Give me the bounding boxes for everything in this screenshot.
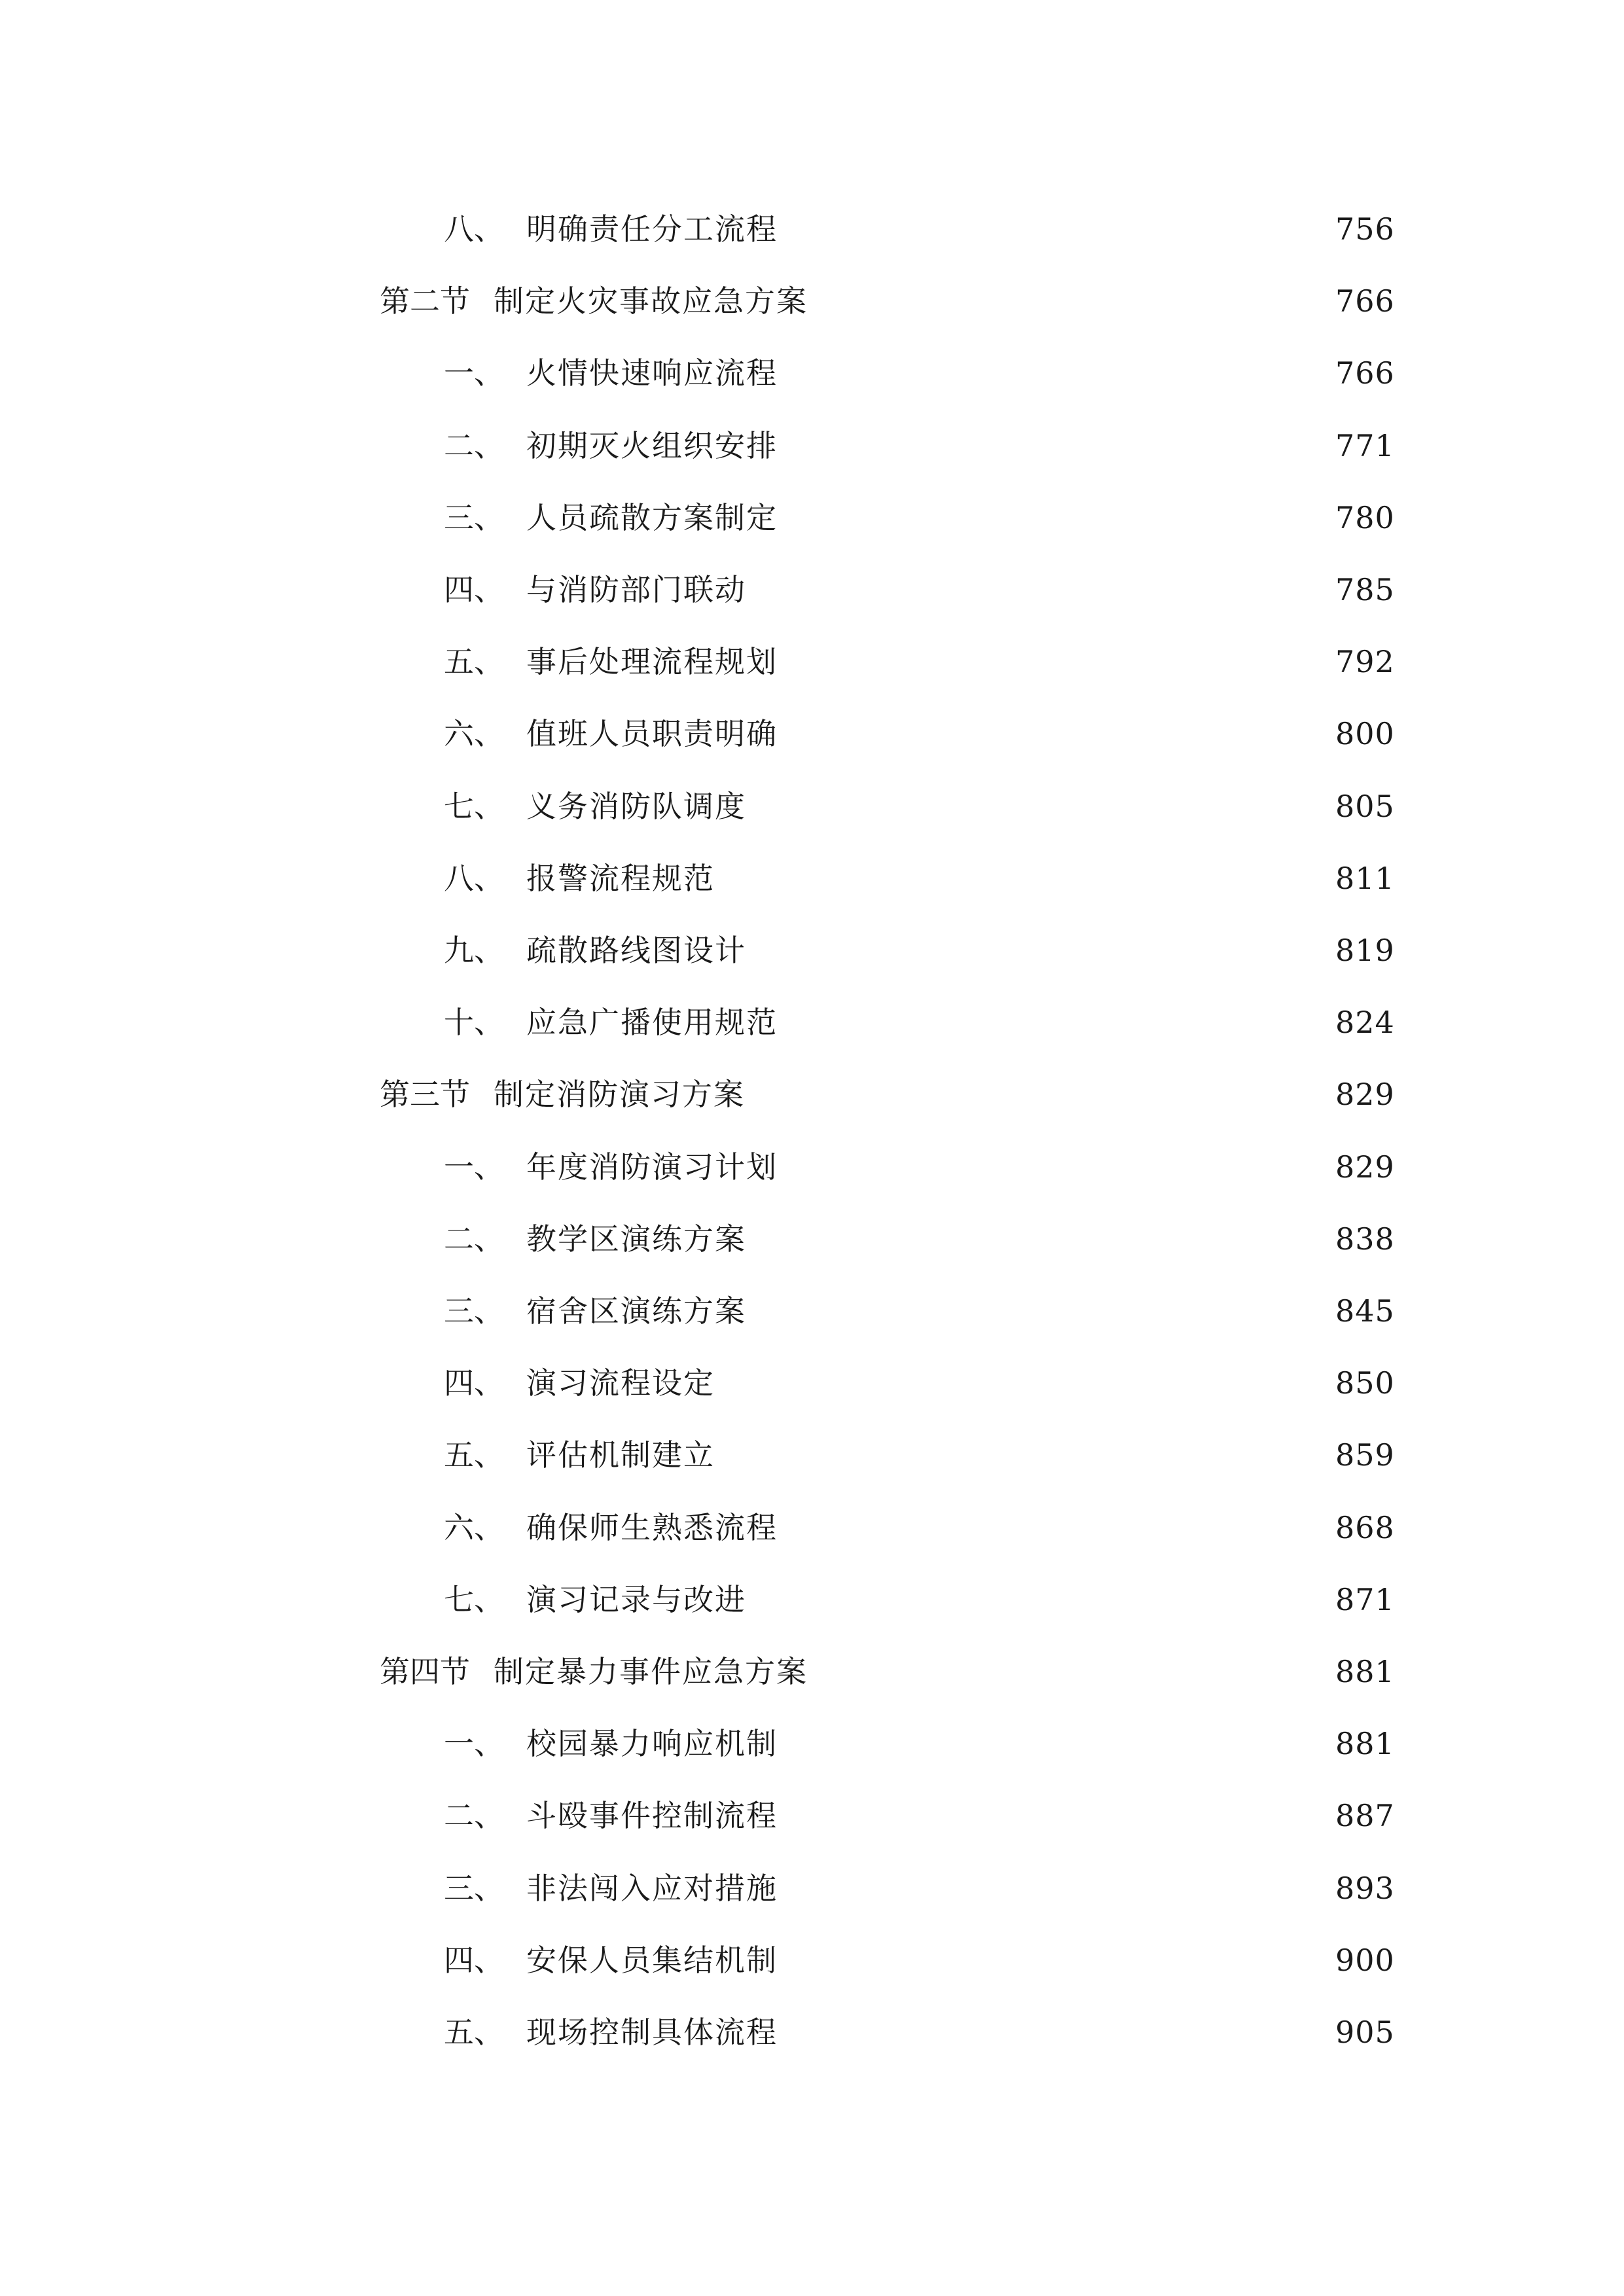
dot-leader xyxy=(784,1498,1327,1557)
toc-entry-title: 评估机制建立 xyxy=(526,1437,715,1473)
toc-entry-row[interactable] xyxy=(444,1426,1395,1484)
toc-entry-number: 七、 xyxy=(444,788,504,824)
dot-leader xyxy=(784,1714,1327,1773)
toc-entry-title: 年度消防演习计划 xyxy=(526,1149,778,1185)
toc-entry-title: 火情快速响应流程 xyxy=(526,355,778,391)
toc-entry-row[interactable] xyxy=(444,1138,1395,1196)
toc-entry-title: 与消防部门联动 xyxy=(526,572,746,607)
toc-entry-number: 八、 xyxy=(444,211,504,247)
toc-page-number: 824 xyxy=(1335,1005,1395,1041)
toc-entry-title: 应急广播使用规范 xyxy=(526,1005,778,1041)
toc-entry-row[interactable] xyxy=(444,1210,1395,1268)
toc-entry-title: 演习流程设定 xyxy=(526,1365,715,1401)
toc-page-number: 819 xyxy=(1335,933,1395,968)
dot-leader xyxy=(721,1354,1327,1412)
toc-page-number: 881 xyxy=(1335,1726,1395,1762)
toc-entry-row[interactable] xyxy=(444,849,1395,908)
toc-page-number: 845 xyxy=(1335,1293,1395,1329)
toc-page-number: 859 xyxy=(1335,1437,1395,1473)
toc-page-number: 887 xyxy=(1335,1798,1395,1834)
toc-page-number: 900 xyxy=(1335,1942,1395,1978)
toc-entry-number: 五、 xyxy=(444,644,504,680)
toc-page-number: 800 xyxy=(1335,716,1395,752)
dot-leader xyxy=(784,2003,1327,2062)
dot-leader xyxy=(721,849,1327,908)
toc-entry-number: 三、 xyxy=(444,1293,504,1329)
toc-entry-title: 明确责任分工流程 xyxy=(526,211,778,247)
toc-entry-number: 九、 xyxy=(444,933,504,968)
dot-leader xyxy=(753,1210,1327,1268)
toc-entry-number: 三、 xyxy=(444,1870,504,1906)
toc-page-number: 756 xyxy=(1335,211,1395,247)
toc-entry-row[interactable] xyxy=(444,1714,1395,1773)
toc-entry-number: 十、 xyxy=(444,1005,504,1041)
toc-entry-number: 二、 xyxy=(444,1221,504,1257)
dot-leader xyxy=(784,993,1327,1052)
toc-entry-row[interactable] xyxy=(444,632,1395,691)
dot-leader xyxy=(753,921,1327,980)
dot-leader xyxy=(784,704,1327,763)
toc-section-row[interactable] xyxy=(380,1642,1395,1701)
toc-page-number: 868 xyxy=(1335,1509,1395,1545)
toc-entry-row[interactable] xyxy=(444,344,1395,403)
dot-leader xyxy=(784,200,1327,259)
toc-entry-number: 四、 xyxy=(444,572,504,607)
dot-leader xyxy=(721,1426,1327,1484)
toc-entry-row[interactable] xyxy=(444,921,1395,980)
toc-page-number: 771 xyxy=(1335,427,1395,463)
dot-leader xyxy=(784,1859,1327,1918)
toc-entry-number: 一、 xyxy=(444,1726,504,1762)
toc-entry-number: 一、 xyxy=(444,355,504,391)
toc-entry-title: 值班人员职责明确 xyxy=(526,716,778,752)
toc-section-row[interactable] xyxy=(380,1065,1395,1124)
toc-entry-row[interactable] xyxy=(444,704,1395,763)
toc-entry-number: 三、 xyxy=(444,499,504,535)
toc-section-row[interactable] xyxy=(380,272,1395,331)
toc-entry-row[interactable] xyxy=(444,1282,1395,1340)
toc-entry-row[interactable] xyxy=(444,2003,1395,2062)
dot-leader xyxy=(784,1931,1327,1990)
toc-entry-title: 初期灭火组织安排 xyxy=(526,427,778,463)
toc-entry-row[interactable] xyxy=(444,993,1395,1052)
toc-entry-row[interactable] xyxy=(444,560,1395,619)
toc-page-number: 829 xyxy=(1335,1077,1395,1113)
toc-entry-number: 六、 xyxy=(444,716,504,752)
toc-entry-number: 六、 xyxy=(444,1509,504,1545)
toc-entry-row[interactable] xyxy=(444,416,1395,475)
toc-entry-number: 八、 xyxy=(444,860,504,896)
toc-entry-number: 一、 xyxy=(444,1149,504,1185)
toc-page-number: 871 xyxy=(1335,1581,1395,1617)
toc-entry-row[interactable] xyxy=(444,1498,1395,1557)
dot-leader xyxy=(784,1786,1327,1845)
toc-page-number: 838 xyxy=(1335,1221,1395,1257)
dot-leader xyxy=(753,560,1327,619)
toc-page-number: 785 xyxy=(1335,572,1395,607)
toc-entry-title: 宿舍区演练方案 xyxy=(526,1293,746,1329)
toc-entry-number: 第四节 xyxy=(380,1654,470,1689)
dot-leader xyxy=(814,272,1327,331)
toc-entry-title: 事后处理流程规划 xyxy=(526,644,778,680)
toc-entry-title: 演习记录与改进 xyxy=(526,1581,746,1617)
toc-entry-title: 现场控制具体流程 xyxy=(526,2015,778,2050)
toc-page-number: 780 xyxy=(1335,499,1395,535)
dot-leader xyxy=(751,1065,1327,1124)
dot-leader xyxy=(784,1138,1327,1196)
toc-entry-row[interactable] xyxy=(444,1354,1395,1412)
toc-entry-number: 七、 xyxy=(444,1581,504,1617)
toc-page-number: 805 xyxy=(1335,788,1395,824)
dot-leader xyxy=(784,416,1327,475)
toc-entry-number: 四、 xyxy=(444,1942,504,1978)
dot-leader xyxy=(753,1282,1327,1340)
toc-page-number: 829 xyxy=(1335,1149,1395,1185)
toc-entry-number: 四、 xyxy=(444,1365,504,1401)
toc-entry-title: 非法闯入应对措施 xyxy=(526,1870,778,1906)
toc-entry-row[interactable] xyxy=(444,777,1395,836)
toc-entry-title: 报警流程规范 xyxy=(526,860,715,896)
toc-entry-title: 校园暴力响应机制 xyxy=(526,1726,778,1762)
toc-entry-number: 第二节 xyxy=(380,283,470,319)
toc-page-number: 766 xyxy=(1335,355,1395,391)
toc-entry-title: 确保师生熟悉流程 xyxy=(526,1509,778,1545)
toc-page-number: 766 xyxy=(1335,283,1395,319)
dot-leader xyxy=(784,344,1327,403)
dot-leader xyxy=(814,1642,1327,1701)
toc-entry-number: 五、 xyxy=(444,2015,504,2050)
toc-entry-title: 义务消防队调度 xyxy=(526,788,746,824)
toc-entry-number: 五、 xyxy=(444,1437,504,1473)
toc-entry-title: 人员疏散方案制定 xyxy=(526,499,778,535)
toc-entry-row[interactable] xyxy=(444,1931,1395,1990)
toc-entry-title: 安保人员集结机制 xyxy=(526,1942,778,1978)
toc-page-number: 881 xyxy=(1335,1654,1395,1689)
toc-entry-row[interactable] xyxy=(444,1859,1395,1918)
toc-entry-row[interactable] xyxy=(444,200,1395,259)
toc-page-number: 850 xyxy=(1335,1365,1395,1401)
toc-entry-title: 制定火灾事故应急方案 xyxy=(494,283,808,319)
dot-leader xyxy=(784,632,1327,691)
toc-entry-title: 斗殴事件控制流程 xyxy=(526,1798,778,1834)
toc-page-number: 893 xyxy=(1335,1870,1395,1906)
toc-entry-title: 教学区演练方案 xyxy=(526,1221,746,1257)
toc-entry-title: 制定消防演习方案 xyxy=(494,1077,745,1113)
toc-entry-number: 二、 xyxy=(444,1798,504,1834)
toc-page-number: 792 xyxy=(1335,644,1395,680)
toc-entry-number: 第三节 xyxy=(380,1077,470,1113)
toc-page-number: 905 xyxy=(1335,2015,1395,2050)
toc-entry-row[interactable] xyxy=(444,1786,1395,1845)
toc-entry-row[interactable] xyxy=(444,1570,1395,1629)
dot-leader xyxy=(753,777,1327,836)
toc-entry-title: 制定暴力事件应急方案 xyxy=(494,1654,808,1689)
dot-leader xyxy=(784,488,1327,547)
toc-entry-number: 二、 xyxy=(444,427,504,463)
dot-leader xyxy=(753,1570,1327,1629)
toc-page-number: 811 xyxy=(1335,860,1395,896)
toc-entry-title: 疏散路线图设计 xyxy=(526,933,746,968)
toc-entry-row[interactable] xyxy=(444,488,1395,547)
